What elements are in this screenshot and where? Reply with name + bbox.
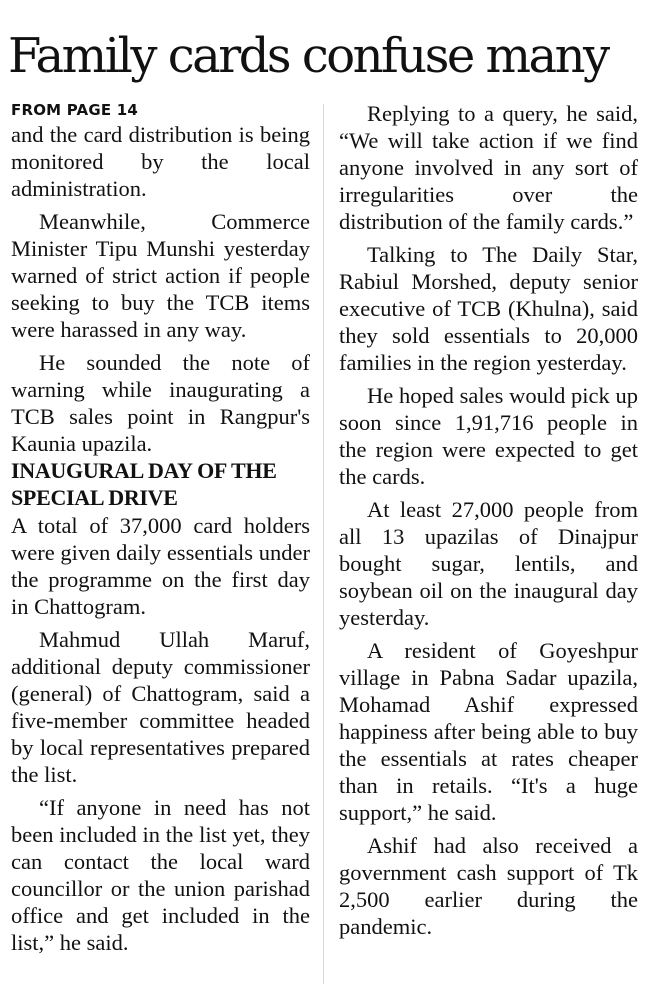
paragraph: and the card distribution is being monitored by the local administration. [11,122,310,201]
paragraph: A total of 37,000 card holders were given daily essentials under the programme on the first day in Chattogram. [11,513,310,619]
paragraph: Ashif had also received a government cash support of Tk 2,500 earlier during the pandemic. [339,833,638,939]
paragraph: Talking to The Daily Star, Rabiul Morshed, deputy senior executive of TCB (Khulna), said they sold essentials to 20,000 families in the region yesterday. [339,242,638,375]
subheading: INAUGURAL DAY OF THE SPECIAL DRIVE [11,458,277,510]
article-column-right [339,100,638,946]
paragraph: A resident of Goyeshpur village in Pabna Sadar upazila, Mohamad Ashif expressed happiness after being able to buy the essentials at rates cheaper than in retails. “It's a huge support,” he said. [339,638,638,825]
paragraph: Meanwhile, Commerce Minister Tipu Munshi yesterday warned of strict action if people seeking to buy the TCB items were harassed in any way. [11,209,310,342]
paragraph: At least 27,000 people from all 13 upazilas of Dinajpur bought sugar, lentils, and soybean oil on the inaugural day yesterday. [339,497,638,630]
column-divider [323,104,324,984]
paragraph: He hoped sales would pick up soon since 1,91,716 people in the region were expected to get the cards. [339,383,638,489]
paragraph: He sounded the note of warning while inaugurating a TCB sales point in Rangpur's Kaunia upazila. [11,350,310,456]
paragraph: Mahmud Ullah Maruf, additional deputy commissioner (general) of Chattogram, said a five-member committee headed by local representatives prepared the list. [11,627,310,787]
headline: Family cards confuse many [8,28,608,84]
paragraph: “If anyone in need has not been included in the list yet, they can contact the local ward councillor or the union parishad office and get included in the list,” he said. [11,795,310,955]
paragraph: Replying to a query, he said, “We will take action if we find anyone involved in any sort of irregularities over the distribution of the family cards.” [339,101,638,234]
jump-label: FROM PAGE 14 [11,101,138,119]
article-column-left [11,100,310,962]
